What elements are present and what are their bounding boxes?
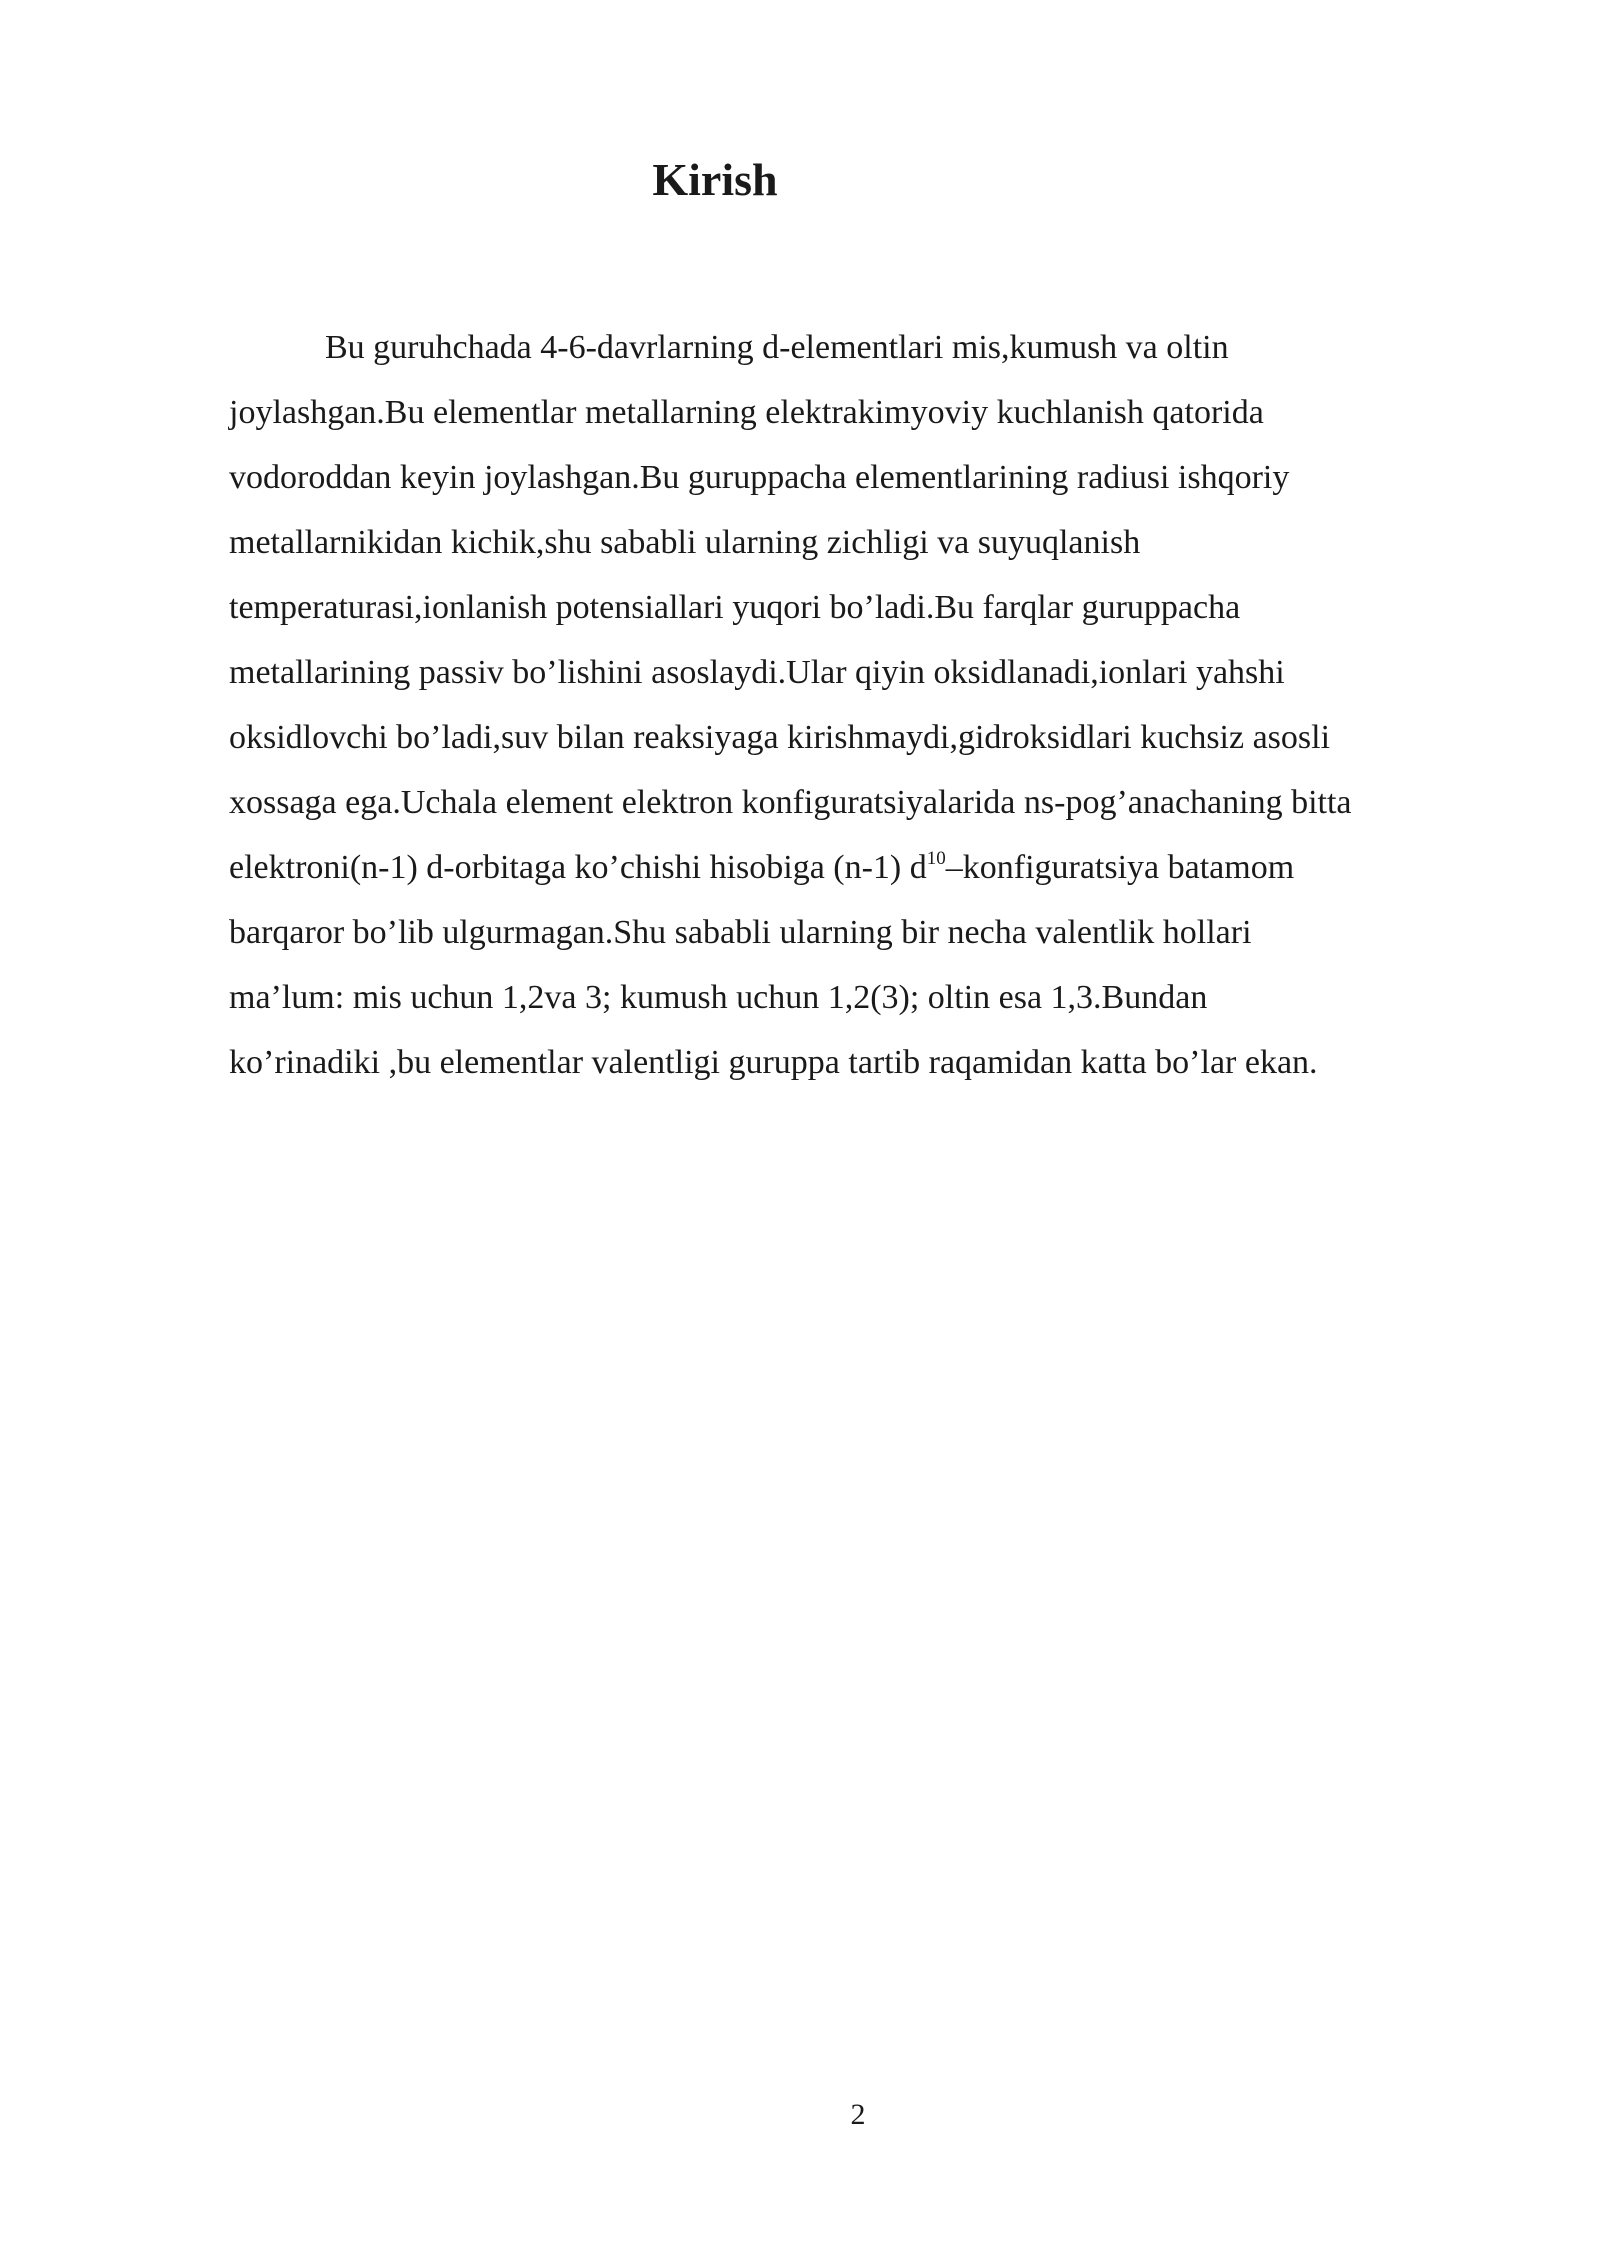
- page-title: Kirish: [652, 154, 778, 205]
- paragraph-line: metallarnikidan kichik,shu sababli ularning zichligi va suyuqlanish: [229, 524, 1141, 561]
- paragraph-line: oksidlovchi bo’ladi,suv bilan reaksiyaga kirishmaydi,gidroksidlari kuchsiz asosli: [229, 719, 1331, 756]
- paragraph-line: joylashgan.Bu elementlar metallarning elektrakimyoviy kuchlanish qatorida: [229, 394, 1264, 431]
- superscript-exponent: 10: [926, 848, 946, 869]
- page-number: 2: [850, 2098, 866, 2131]
- paragraph-line-with-superscript: [229, 835, 1479, 900]
- paragraph-line: vodoroddan keyin joylashgan.Bu guruppacha elementlarining radiusi ishqoriy: [229, 459, 1290, 496]
- paragraph-line: metallarining passiv bo’lishini asoslaydi.Ular qiyin oksidlanadi,ionlari yahshi: [229, 654, 1285, 691]
- line-text-before-superscript: elektroni(n-1) d-orbitaga ko’chishi hisobiga (n-1) d: [229, 849, 927, 886]
- paragraph-line: xossaga ega.Uchala element elektron konfiguratsiyalarida ns-pog’anachaning bitta: [229, 784, 1352, 821]
- paragraph-line: barqaror bo’lib ulgurmagan.Shu sababli ularning bir necha valentlik hollari: [229, 914, 1252, 951]
- body-paragraph: [229, 315, 1479, 1095]
- paragraph-line: ko’rinadiki ,bu elementlar valentligi guruppa tartib raqamidan katta bo’lar ekan.: [229, 1044, 1318, 1081]
- paragraph-line: ma’lum: mis uchun 1,2va 3; kumush uchun 1,2(3); oltin esa 1,3.Bundan: [229, 979, 1208, 1016]
- paragraph-line: Bu guruhchada 4-6-davrlarning d-elementlari mis,kumush va oltin: [325, 329, 1229, 366]
- line-text-after-superscript: –konfiguratsiya batamom: [945, 849, 1295, 886]
- paragraph-line: temperaturasi,ionlanish potensiallari yuqori bo’ladi.Bu farqlar guruppacha: [229, 589, 1241, 626]
